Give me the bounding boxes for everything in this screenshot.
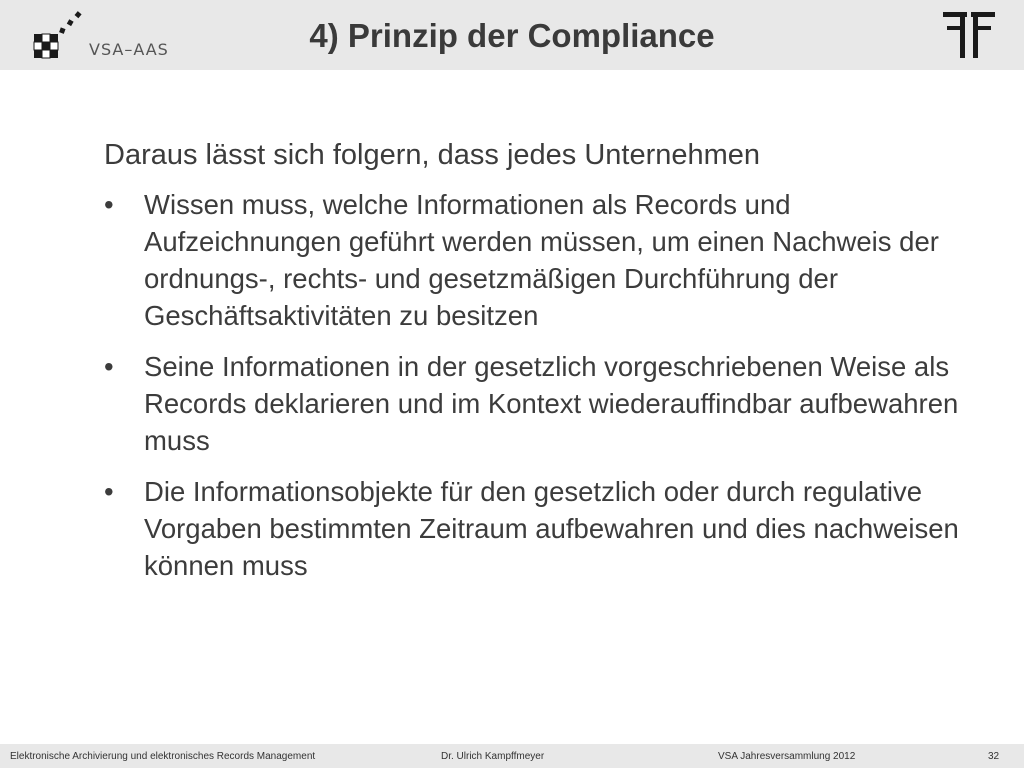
bullet-list xyxy=(104,186,964,584)
bullet-dot: • xyxy=(104,476,114,507)
footer-event: VSA Jahresversammlung 2012 xyxy=(718,751,856,762)
bullet-dot: • xyxy=(104,189,114,220)
footer-presentation-title: Elektronische Archivierung und elektronisches Records Management xyxy=(10,751,316,762)
slide-title: 4) Prinzip der Compliance xyxy=(309,17,715,54)
logo-text: VSA–AAS xyxy=(89,40,169,59)
project-consult-ff-logo-icon xyxy=(943,12,995,58)
footer-author: Dr. Ulrich Kampffmeyer xyxy=(441,751,545,762)
slide-footer xyxy=(0,744,1024,768)
bullet-text: Die Informationsobjekte für den gesetzlich oder durch regulative Vorgaben bestimmten Zeitraum aufbewahren und dies nachweisen können muss xyxy=(144,476,959,581)
bullet-item xyxy=(104,186,964,334)
slide-header xyxy=(0,0,1024,70)
bullet-dot: • xyxy=(104,351,114,382)
bullet-text: Wissen muss, welche Informationen als Records und Aufzeichnungen geführt werden müssen, um einen Nachweis der ordnungs-, rechts- und gesetzmäßigen Durchführung der Geschäftsaktivitäten zu besitzen xyxy=(144,189,939,331)
footer-page-number: 32 xyxy=(988,751,1000,762)
bullet-text: Seine Informationen in der gesetzlich vorgeschriebenen Weise als Records deklarieren und im Kontext wiederauffindbar aufbewahren muss xyxy=(144,351,959,456)
slide-content xyxy=(104,136,964,598)
bullet-item xyxy=(104,473,964,584)
bullet-item xyxy=(104,348,964,459)
intro-text: Daraus lässt sich folgern, dass jedes Unternehmen xyxy=(104,139,761,171)
